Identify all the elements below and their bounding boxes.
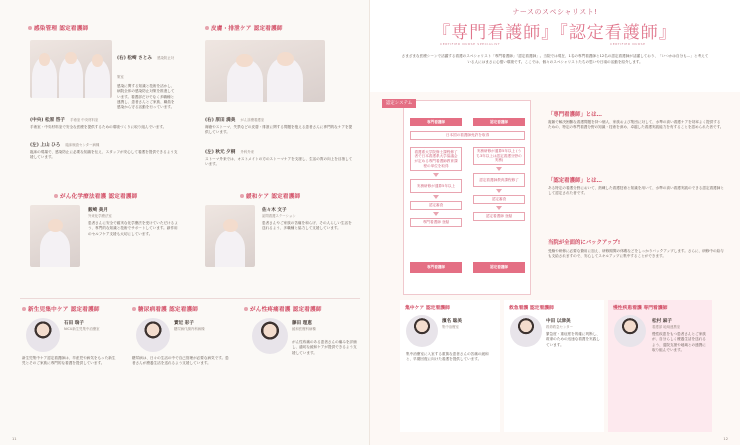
nurse-role: NICU新生児集中治療室	[64, 327, 100, 331]
card-heading: 集中ケア 認定看護師	[405, 306, 450, 311]
section-heading-neonatal: 新生児集中ケア 認定看護師	[22, 305, 100, 313]
section-heading-cn: 「認定看護師」とは…	[548, 178, 602, 184]
nurse-text: 集中治療室に入室する重篤な患者さんの苦痛の緩和と、早期回復に向けた看護を提供しています。	[406, 352, 489, 362]
flow-arrow	[496, 206, 502, 210]
nurse-text: がん性疼痛のある患者さんの痛みを評価し、適切な緩和ケアが提供できるよう支援しています。	[292, 340, 357, 355]
section-heading-cns: 「専門看護師」とは…	[548, 112, 602, 118]
flow-step: 認定看護師教育課程修了	[473, 173, 525, 187]
nurse-role: 感染防止対策室	[117, 56, 175, 79]
nurse-text: 褥瘡やストーマ、失禁などの皮膚・排泄に関する問題を抱える患者さんに専門的なケアを提供しています。	[205, 125, 353, 135]
section-heading-skin: 皮膚・排泄ケア 認定看護師	[205, 24, 283, 32]
flow-result-certified: 認定看護師	[473, 262, 525, 273]
nurse-role: 手術室 中央材料室	[70, 118, 99, 122]
nurse-role: 訪問看護ステーション	[262, 214, 296, 218]
flow-step: 認定審査	[410, 201, 462, 210]
nurse-portrait	[614, 315, 646, 347]
nurse-role: がん診療看護室	[240, 118, 265, 122]
nurse-name: 薮崎 美月	[88, 208, 108, 213]
section-heading-support: 当院が全面的にバックアップ!	[548, 240, 621, 246]
section-text-support: 受験や研修に必要な費用に加え、研修期間の休暇などをしっかりバックアップします。さらに、研修中の給与も支給されますので、安心してスキルアップに集中することができます。	[548, 249, 724, 259]
nurse-name: (右) 原田 満美	[205, 118, 236, 123]
nurse-role: 看護部 地域連携室	[652, 325, 681, 329]
flow-arrow	[433, 212, 439, 216]
flow-step: 実務研修が通算5年以上	[410, 179, 462, 193]
nurse-card	[504, 300, 604, 432]
flow-arrow	[433, 195, 439, 199]
divider	[20, 298, 360, 299]
portrait-photo	[205, 205, 255, 267]
flow-step: 専門看護師 登録	[410, 218, 462, 227]
nurse-text: 感染に関する知識と技術を活かし、病院全体の感染防止対策を推進しています。看護部だけでなく多職種と連携し、患者さんとご家族、職員を感染から守る活動を行っています。	[117, 84, 175, 110]
nurse-name: 實近 彩子	[174, 321, 194, 326]
flow-tag: 認定システム	[382, 99, 416, 108]
nurse-portrait	[252, 318, 288, 354]
nurse-name: 松村 麻子	[652, 319, 672, 324]
nurse-card	[400, 300, 500, 432]
group-photo	[30, 40, 112, 98]
nurse-text: 慢性疾患をもつ患者さんとご家族が、自分らしく療養生活を送れるよう、退院支援や地域との連携に取り組んでいます。	[652, 332, 706, 352]
section-heading-diabetes: 糖尿病看護 認定看護師	[132, 305, 198, 313]
flow-col-certified: 認定看護師	[473, 118, 525, 126]
lead-text: さまざまな医療シーンで活躍する看護のスペシャリスト「専門看護師」「認定看護師」。当院では現在、1名の専門看護師と12名の認定看護師が活躍しており、「いつかは自分も…」と考えている人にはまさに心強い環境です。ここでは、個々のスペシャリストたちの思いや日頃の活動を紹介します。	[401, 54, 709, 64]
section-text-cns: 複雑で解決困難な看護問題を持つ個人、家族および集団に対して、水準の高い看護ケアを効率よく提供するための、特定の専門看護分野の知識・技術を深め、卓越した看護実践能力を有することを認められた者です。	[548, 120, 724, 130]
flow-arrow	[433, 173, 439, 177]
nurse-name: 石田 瑞子	[64, 321, 84, 326]
nurse-name: (左) 秋元 夕桐	[205, 150, 236, 155]
page-number: 11	[12, 437, 17, 441]
flow-arrow	[496, 167, 502, 171]
page-title: 『専門看護師』『認定看護師』	[433, 23, 677, 43]
section-heading-cancer-pain: がん性疼痛看護 認定看護師	[244, 305, 322, 313]
nurse-text: 手術室・中央材料室で安全な医療を提供するための環境づくりに取り組んでいます。	[30, 125, 167, 129]
nurse-role: 外来化学療法室	[88, 214, 112, 218]
nurse-text: 患者さんやご家族の苦痛を和らげ、その人らしい生活を送れるよう、多職種と協力して支援しています。	[262, 221, 352, 231]
nurse-role: 緩和医療科病棟	[292, 327, 316, 331]
flow-col-specialist: 専門看護師	[410, 118, 462, 126]
flow-base: 日本国の看護師免許を取得	[410, 131, 525, 140]
nurse-role: 集中治療室	[442, 325, 459, 329]
nurse-name: (右) 松崎 さとみ	[117, 56, 152, 61]
flow-step: 認定看護師 登録	[473, 212, 525, 221]
section-text-cn: ある特定の看護分野において、熟練した看護技術と知識を用いて、水準の高い看護実践のできる認定看護師として認定された者です。	[548, 186, 724, 196]
nurse-text: 新生児集中ケア認定看護師は、早産児や病気をもった新生児とそのご家族に専門的な看護を提供しています。	[22, 356, 116, 366]
section-heading-infection: 感染管理 認定看護師	[28, 24, 88, 32]
nurse-portrait	[406, 315, 438, 347]
nurse-role: 救命救急センター	[546, 325, 573, 329]
flow-result-specialist: 専門看護師	[410, 262, 462, 273]
page-number: 12	[723, 437, 728, 441]
nurse-name: 中田 以津美	[546, 319, 571, 324]
nurse-portrait	[136, 318, 170, 352]
nurse-name: (左) 上山 ひろ	[30, 143, 61, 148]
nurse-text: ストーマ外来では、オストメイトの方のストーマケアを支援し、生活の質の向上を目指しています。	[205, 157, 353, 167]
nurse-text: 糖尿病は、日々の生活の中で自己管理が必要な病気です。患者さんが療養生活を送れるよう支援しています。	[132, 356, 229, 366]
flow-step: 認定審査	[473, 195, 525, 204]
nurse-card-featured	[608, 300, 712, 432]
page-subtitle: ナースのスペシャリスト!	[512, 8, 598, 16]
nurse-portrait	[510, 315, 542, 347]
flow-step: 実務研修が通算5年以上 (うち3年以上は認定看護分野の実務)	[473, 147, 525, 165]
nurse-role: 臨床検査センター病棟	[65, 143, 100, 147]
section-heading-chemo: がん化学療法看護 認定看護師	[54, 192, 137, 200]
nurse-name: 濱名 聡美	[442, 319, 462, 324]
pair-photo	[205, 40, 325, 102]
flow-step: 看護系大学院修士課程修了者で日本看護系大学協議会が定める専門看護師教育課程の単位を取得	[410, 147, 462, 171]
portrait-photo	[30, 205, 80, 267]
section-heading-palliative: 緩和ケア 認定看護師	[240, 192, 300, 200]
flow-arrow	[496, 189, 502, 193]
nurse-text: 臨床の現場で、感染防止に必要な知識を伝え、スタッフが安心して看護を提供できるよう支援しています。	[30, 150, 178, 160]
card-heading: 慢性疾患看護 専門看護師	[613, 306, 668, 311]
nurse-portrait	[26, 318, 60, 352]
nurse-role: 糖尿病代謝内科病棟	[174, 327, 205, 331]
nurse-text: 患者さんに安全で確実な化学療法を受けていただけるよう、専門的な知識と技術でサポートしています。副作用のセルフケア支援も大切にしています。	[88, 221, 178, 236]
right-page	[370, 0, 740, 445]
nurse-name: 藤田 理恵	[292, 321, 312, 326]
english-label: CERTIFIED NURSE SPECIALIST	[440, 42, 501, 46]
nurse-name: 佐々木 文子	[262, 208, 287, 213]
nurse-text: 緊急度・重症度を的確に判断し、救命のための迅速な看護を実践しています。	[546, 332, 600, 347]
nurse-name: (中央) 松原 啓子	[30, 118, 65, 123]
card-heading: 救急看護 認定看護師	[509, 306, 554, 311]
english-label: CERTIFIED NURSE	[610, 42, 646, 46]
nurse-role: 外科外来	[240, 150, 255, 154]
